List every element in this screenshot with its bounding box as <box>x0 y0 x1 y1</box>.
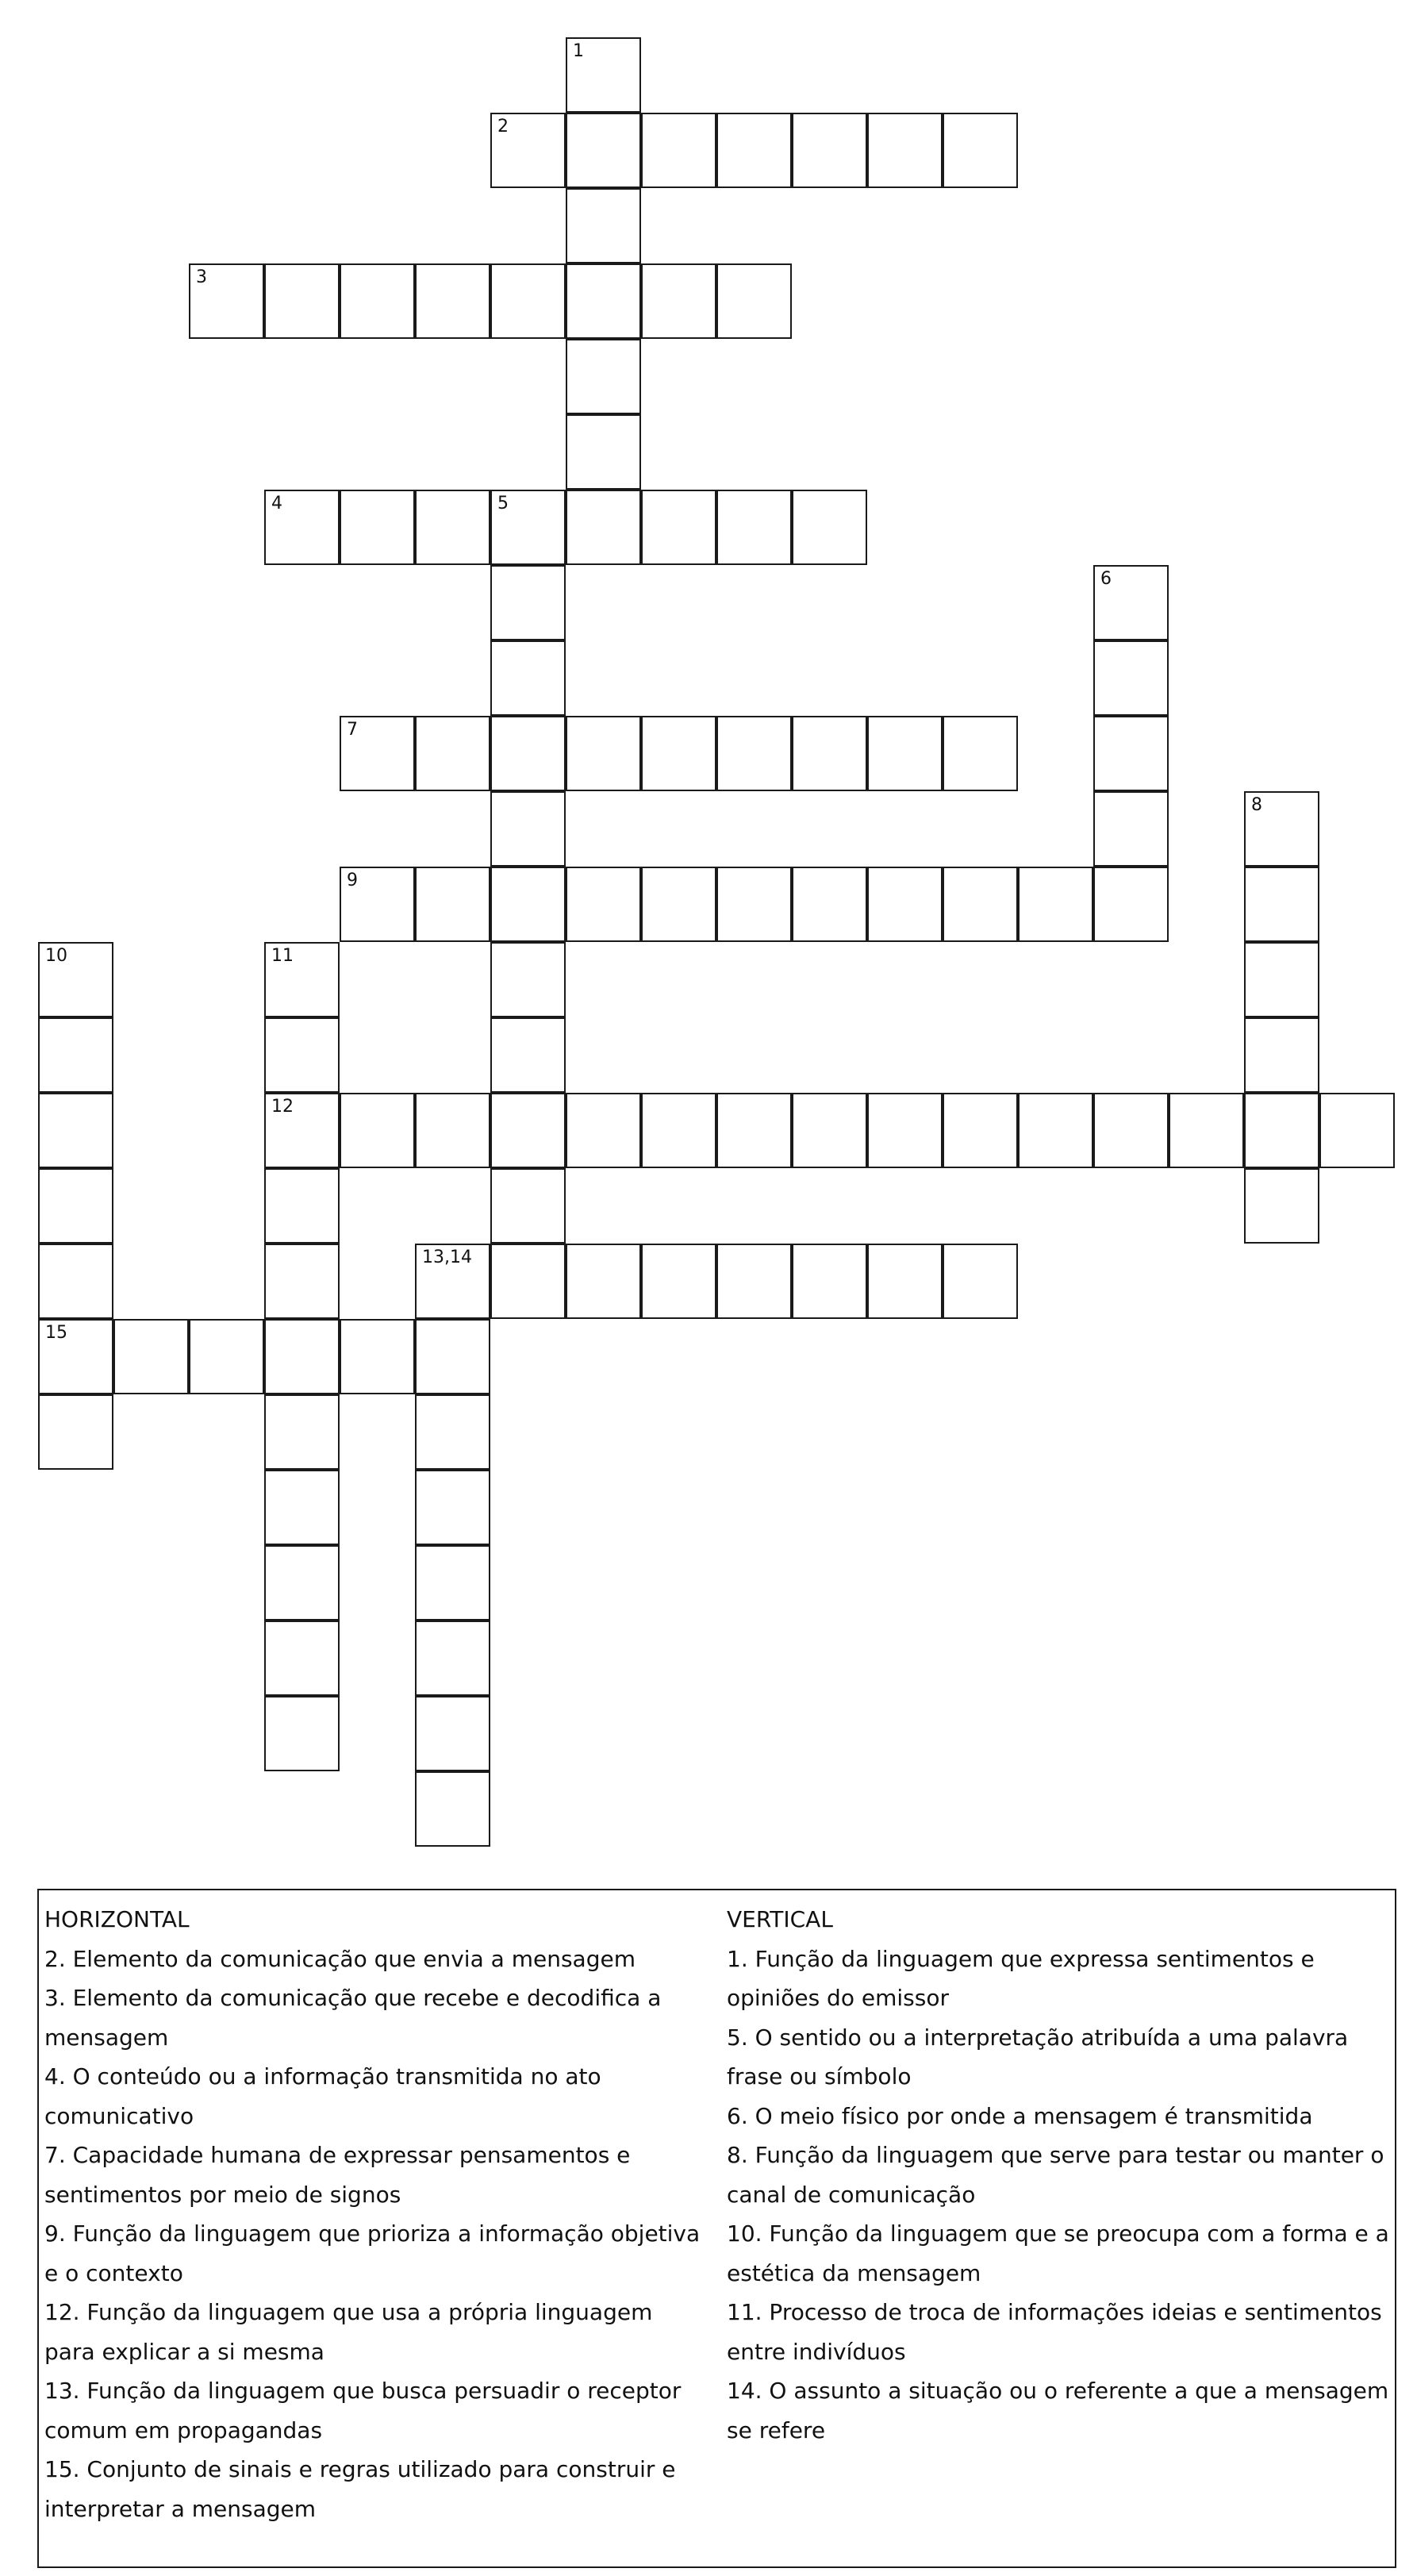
grid-cell[interactable] <box>38 1244 113 1319</box>
grid-cell[interactable] <box>264 1470 340 1545</box>
grid-cell[interactable] <box>415 1621 490 1696</box>
grid-cell[interactable] <box>867 1093 943 1168</box>
clue-number: 1 <box>573 41 584 61</box>
grid-cell[interactable] <box>1093 1093 1169 1168</box>
grid-cell[interactable] <box>415 1244 490 1319</box>
grid-cell[interactable] <box>38 1168 113 1244</box>
grid-cell[interactable] <box>415 1394 490 1470</box>
grid-cell[interactable] <box>340 490 415 565</box>
grid-cell[interactable] <box>1093 867 1169 942</box>
grid-cell[interactable] <box>415 1771 490 1847</box>
grid-cell[interactable] <box>792 1244 867 1319</box>
grid-cell[interactable] <box>415 1093 490 1168</box>
clue-number: 4 <box>271 494 282 513</box>
grid-cell[interactable] <box>490 565 566 640</box>
grid-cell[interactable] <box>716 716 792 791</box>
grid-cell[interactable] <box>792 113 867 188</box>
grid-cell[interactable] <box>264 490 340 565</box>
grid-cell[interactable] <box>264 263 340 339</box>
grid-cell[interactable] <box>641 1093 716 1168</box>
clue-number: 7 <box>347 720 358 740</box>
clue-number: 8 <box>1251 795 1262 815</box>
clue-down-6: 6. O meio físico por onde a mensagem é transmitida <box>727 2102 1313 2129</box>
grid-cell[interactable] <box>1018 1093 1093 1168</box>
grid-cell[interactable] <box>264 1017 340 1093</box>
grid-cell[interactable] <box>716 490 792 565</box>
grid-cell[interactable] <box>340 1319 415 1394</box>
clue-down-10: 10. Função da linguagem que se preocupa com a forma e a estética da mensagem <box>727 2220 1389 2286</box>
grid-cell[interactable] <box>415 263 490 339</box>
grid-cell[interactable] <box>38 1093 113 1168</box>
grid-cell[interactable] <box>792 490 867 565</box>
grid-cell[interactable] <box>566 490 641 565</box>
horizontal-heading: HORIZONTAL <box>44 1906 190 1932</box>
clue-across-7: 7. Capacidade humana de expressar pensamentos e sentimentos por meio de signos <box>44 2142 631 2208</box>
grid-cell[interactable] <box>490 263 566 339</box>
clue-across-12: 12. Função da linguagem que usa a própria linguagem para explicar a si mesma <box>44 2299 653 2365</box>
grid-cell[interactable] <box>113 1319 189 1394</box>
grid-cell[interactable] <box>38 1017 113 1093</box>
grid-cell[interactable] <box>566 1244 641 1319</box>
grid-cell[interactable] <box>943 716 1018 791</box>
horizontal-clues <box>44 1900 707 2528</box>
grid-cell[interactable] <box>1244 791 1319 867</box>
grid-cell[interactable] <box>1093 716 1169 791</box>
grid-cell[interactable] <box>340 1093 415 1168</box>
clues-box <box>37 1889 1396 2568</box>
clue-number: 13,14 <box>422 1248 472 1267</box>
clue-down-11: 11. Processo de troca de informações ideias e sentimentos entre indivíduos <box>727 2299 1382 2365</box>
grid-cell[interactable] <box>490 113 566 188</box>
clue-across-2: 2. Elemento da comunicação que envia a mensagem <box>44 1945 636 1972</box>
clue-across-9: 9. Função da linguagem que prioriza a informação objetiva e o contexto <box>44 2220 701 2286</box>
clue-down-1: 1. Função da linguagem que expressa sentimentos e opiniões do emissor <box>727 1945 1315 2011</box>
grid-cell[interactable] <box>1244 1168 1319 1244</box>
grid-cell[interactable] <box>490 1017 566 1093</box>
clue-across-13: 13. Função da linguagem que busca persuadir o receptor comum em propagandas <box>44 2378 682 2443</box>
grid-cell[interactable] <box>716 1093 792 1168</box>
clue-across-4: 4. O conteúdo ou a informação transmitida no ato comunicativo <box>44 2063 601 2129</box>
grid-cell[interactable] <box>1244 1093 1319 1168</box>
grid-cell[interactable] <box>566 867 641 942</box>
grid-cell[interactable] <box>415 490 490 565</box>
grid-cell[interactable] <box>1244 867 1319 942</box>
grid-cell[interactable] <box>340 867 415 942</box>
grid-cell[interactable] <box>943 867 1018 942</box>
grid-cell[interactable] <box>264 1093 340 1168</box>
grid-cell[interactable] <box>867 716 943 791</box>
grid-cell[interactable] <box>490 1093 566 1168</box>
grid-cell[interactable] <box>264 1244 340 1319</box>
grid-cell[interactable] <box>415 1696 490 1771</box>
grid-cell[interactable] <box>490 716 566 791</box>
grid-cell[interactable] <box>264 1545 340 1621</box>
grid-cell[interactable] <box>415 716 490 791</box>
grid-cell[interactable] <box>490 791 566 867</box>
grid-cell[interactable] <box>264 1394 340 1470</box>
grid-cell[interactable] <box>566 716 641 791</box>
clue-down-14: 14. O assunto a situação ou o referente a que a mensagem se refere <box>727 2378 1389 2443</box>
grid-cell[interactable] <box>264 942 340 1017</box>
grid-cell[interactable] <box>1319 1093 1395 1168</box>
clue-across-3: 3. Elemento da comunicação que recebe e decodifica a mensagem <box>44 1985 662 2051</box>
grid-cell[interactable] <box>943 1093 1018 1168</box>
grid-cell[interactable] <box>566 263 641 339</box>
grid-cell[interactable] <box>641 113 716 188</box>
clue-number: 12 <box>271 1097 294 1117</box>
grid-cell[interactable] <box>415 867 490 942</box>
grid-cell[interactable] <box>340 716 415 791</box>
grid-cell[interactable] <box>716 867 792 942</box>
clue-number: 6 <box>1100 569 1112 589</box>
grid-cell[interactable] <box>1244 1017 1319 1093</box>
grid-cell[interactable] <box>641 263 716 339</box>
grid-cell[interactable] <box>490 490 566 565</box>
grid-cell[interactable] <box>867 867 943 942</box>
grid-cell[interactable] <box>1093 640 1169 716</box>
grid-cell[interactable] <box>490 1244 566 1319</box>
clue-number: 9 <box>347 871 358 890</box>
grid-cell[interactable] <box>641 1244 716 1319</box>
grid-cell[interactable] <box>340 263 415 339</box>
grid-cell[interactable] <box>867 113 943 188</box>
grid-cell[interactable] <box>566 37 641 113</box>
clue-number: 11 <box>271 946 294 966</box>
clue-number: 5 <box>497 494 509 513</box>
grid-cell[interactable] <box>566 414 641 490</box>
grid-cell[interactable] <box>38 1394 113 1470</box>
grid-cell[interactable] <box>566 339 641 414</box>
clue-down-5: 5. O sentido ou a interpretação atribuída a uma palavra frase ou símbolo <box>727 2024 1349 2090</box>
grid-cell[interactable] <box>189 1319 264 1394</box>
grid-cell[interactable] <box>264 1696 340 1771</box>
grid-cell[interactable] <box>566 113 641 188</box>
grid-cell[interactable] <box>641 716 716 791</box>
grid-cell[interactable] <box>189 263 264 339</box>
grid-cell[interactable] <box>943 1244 1018 1319</box>
grid-cell[interactable] <box>490 867 566 942</box>
grid-cell[interactable] <box>490 942 566 1017</box>
grid-cell[interactable] <box>566 1093 641 1168</box>
grid-cell[interactable] <box>490 1168 566 1244</box>
grid-cell[interactable] <box>264 1168 340 1244</box>
vertical-heading: VERTICAL <box>727 1906 833 1932</box>
clue-number: 3 <box>196 267 207 287</box>
grid-cell[interactable] <box>1018 867 1093 942</box>
grid-cell[interactable] <box>716 263 792 339</box>
clue-number: 15 <box>45 1323 67 1343</box>
clue-number: 2 <box>497 117 509 136</box>
grid-cell[interactable] <box>1244 942 1319 1017</box>
grid-cell[interactable] <box>415 1319 490 1394</box>
grid-cell[interactable] <box>490 640 566 716</box>
grid-cell[interactable] <box>1093 565 1169 640</box>
vertical-clues <box>727 1900 1393 2450</box>
grid-cell[interactable] <box>264 1621 340 1696</box>
grid-cell[interactable] <box>716 1244 792 1319</box>
clue-number: 10 <box>45 946 67 966</box>
grid-cell[interactable] <box>641 867 716 942</box>
grid-cell[interactable] <box>943 113 1018 188</box>
grid-cell[interactable] <box>38 1319 113 1394</box>
grid-cell[interactable] <box>38 942 113 1017</box>
grid-cell[interactable] <box>792 716 867 791</box>
grid-cell[interactable] <box>415 1545 490 1621</box>
grid-cell[interactable] <box>867 1244 943 1319</box>
grid-cell[interactable] <box>566 188 641 263</box>
grid-cell[interactable] <box>792 867 867 942</box>
grid-cell[interactable] <box>792 1093 867 1168</box>
grid-cell[interactable] <box>1093 791 1169 867</box>
grid-cell[interactable] <box>716 113 792 188</box>
grid-cell[interactable] <box>641 490 716 565</box>
grid-cell[interactable] <box>415 1470 490 1545</box>
grid-cell[interactable] <box>264 1319 340 1394</box>
clue-across-15: 15. Conjunto de sinais e regras utilizado para construir e interpretar a mensagem <box>44 2456 676 2522</box>
clue-down-8: 8. Função da linguagem que serve para testar ou manter o canal de comunicação <box>727 2142 1384 2208</box>
grid-cell[interactable] <box>1169 1093 1244 1168</box>
